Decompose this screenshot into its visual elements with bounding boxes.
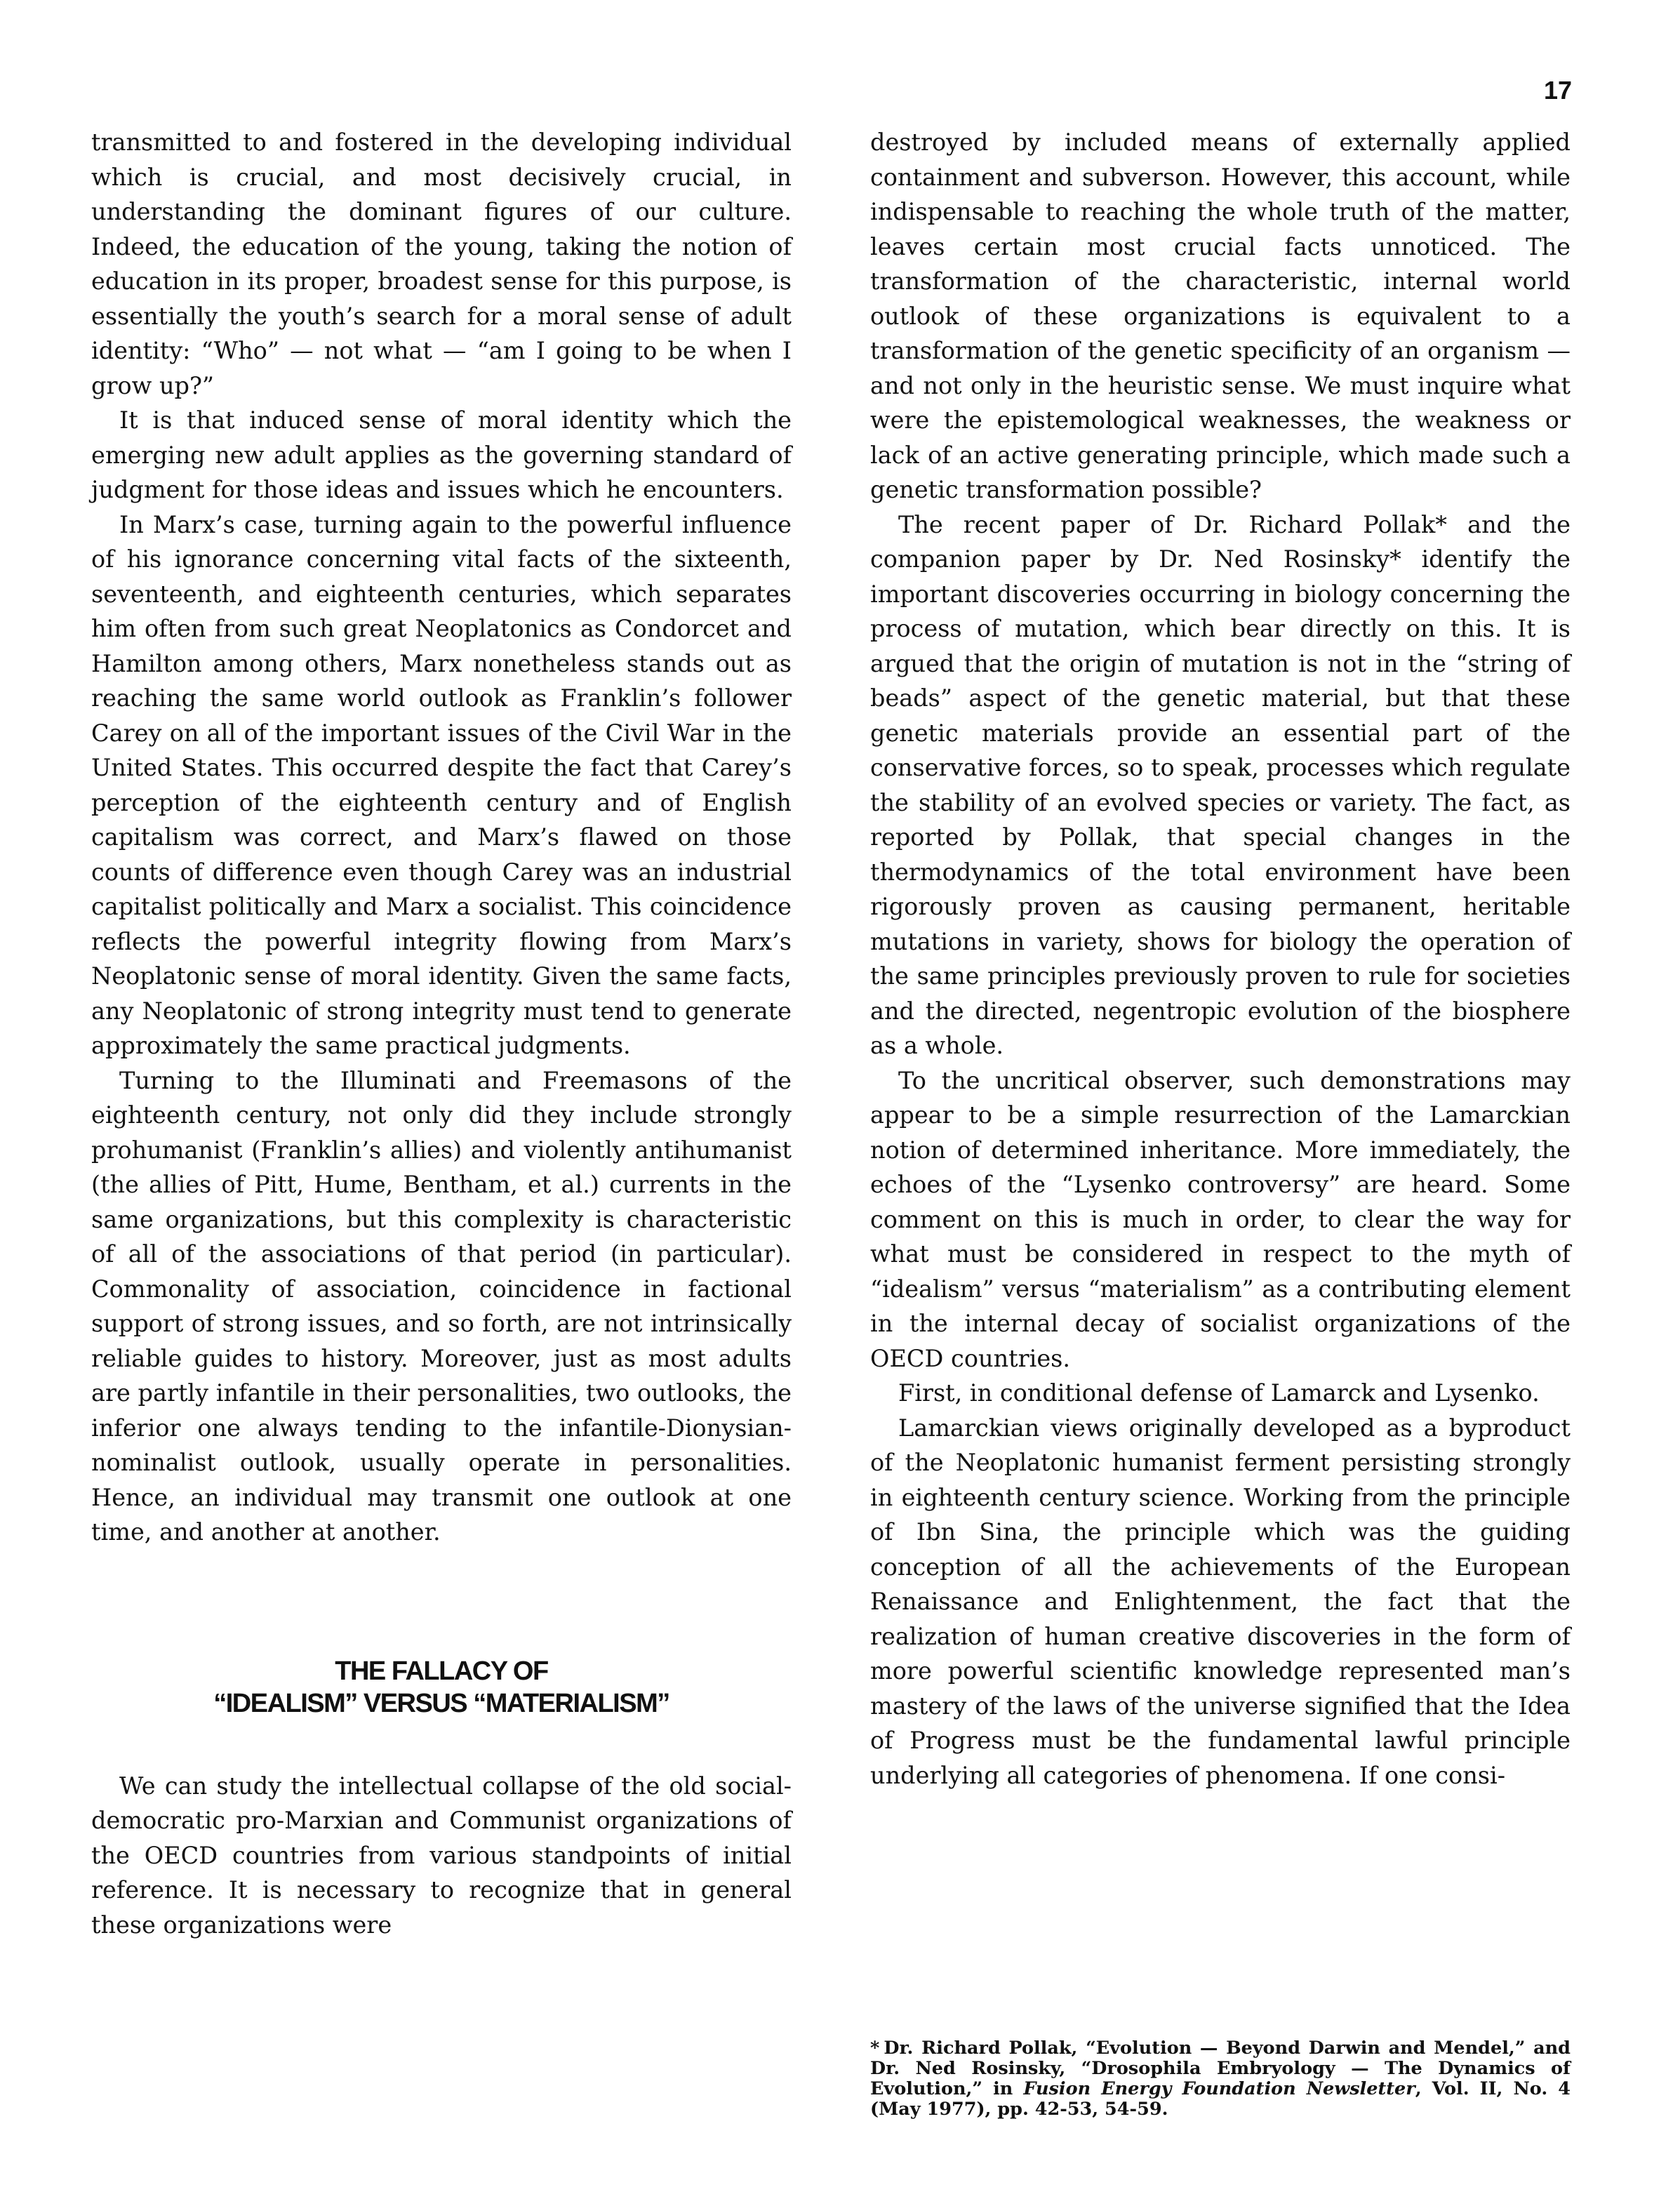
footnote-citation: , Vol. II, No. 4 (May 1977), pp. 42-53, 54-59. bbox=[870, 2078, 1571, 2120]
footnote-text: Dr. Richard Pollak, “Evolution — Beyond Darwin and Mendel,” and Dr. Ned Rosinsky, “Drosophila Embryology — The Dynamics of Evolution,” in bbox=[870, 2038, 1571, 2099]
paragraph: In Marx’s case, turning again to the powerful influence of his ignorance concerning vital facts of the sixteenth, seventeenth, and eighteenth centuries, which separates him often from such great Neoplatonics as Condorcet and Hamilton among others, Marx nonetheless stands out as reaching the same world outlook as Franklin’s follower Carey on all of the important issues of the Civil War in the United States. This occurred despite the fact that Carey’s perception of the eighteenth century and of English capitalism was correct, and Marx’s flawed on those counts of difference even though Carey was an industrial capitalist politically and Marx a socialist. This coincidence reflects the powerful integrity flowing from Marx’s Neoplatonic sense of moral identity. Given the same facts, any Neoplatonic of strong integrity must tend to generate approximately the same practical judgments. bbox=[91, 510, 792, 1059]
section-heading-line-1: THE FALLACY OF bbox=[335, 1656, 548, 1686]
paragraph: Turning to the Illuminati and Freemasons of the eighteenth century, not only did they include strongly prohumanist (Franklin’s allies) and violently antihumanist (the allies of Pitt, Hume, Bentham, et al.) currents in the same organizations, but this complexity is characteristic of all of the associations of that period (in particular). Commonality of association, coincidence in factional support of strong issues, and so forth, are not intrinsically reliable guides to history. Moreover, just as most adults are partly infantile in their personalities, two outlooks, the inferior one always tending to the infantile-Dionysiannominalist outlook, usually operate in personalities. Hence, an individual may transmit one outlook at one time, and another at another. bbox=[91, 1066, 792, 1546]
paragraph: The recent paper of Dr. Richard Pollak* and the companion paper by Dr. Ned Rosinsky* identify the important discoveries occurring in biology concerning the process of mutation, which bear directly on this. It is argued that the origin of mutation is not in the “string of beads” aspect of the genetic material, but that these genetic materials provide an essential part of the conservative forces, so to speak, processes which regulate the stability of an evolved species or variety. The fact, as reported by Pollak, that special changes in the thermodynamics of the total environment have been rigorously proven as causing permanent, heritable mutations in variety, shows for biology the operation of the same principles previously proven to rule for societies and the directed, negentropic evolution of the biosphere as a whole. bbox=[870, 510, 1571, 1059]
page-number: 17 bbox=[1543, 76, 1572, 105]
paragraph: To the uncritical observer, such demonstrations may appear to be a simple resurrection of the Lamarckian notion of determined inheritance. More immediately, the echoes of the “Lysenko controversy” are heard. Some comment on this is much in order, to clear the way for what must be considered in respect to the myth of “idealism” versus “materialism” as a contributing element in the internal decay of socialist organizations of the OECD countries. bbox=[870, 1066, 1571, 1372]
paragraph: Lamarckian views originally developed as a byproduct of the Neoplatonic humanist ferment persisting strongly in eighteenth century science. Working from the principle of Ibn Sina, the principle which was the guiding conception of all the achievements of the European Renaissance and Enlightenment, the fact that the realization of human creative discoveries in the form of more powerful scientific knowledge represented man’s mastery of the laws of the universe signified that the Idea of Progress must be the fundamental lawful principle underlying all categories of phenomena. If one consi- bbox=[870, 1414, 1571, 1789]
section-heading bbox=[91, 1655, 792, 1720]
section-heading-line-2: “IDEALISM” VERSUS “MATERIALISM” bbox=[213, 1688, 669, 1718]
paragraph: We can study the intellectual collapse of the old social-democratic pro-Marxian and Communist organizations of the OECD countries from various standpoints of initial reference. It is necessary to recognize that in general these organizations were bbox=[91, 1772, 792, 1939]
footnote-publication-title: Fusion Energy Foundation Newsletter bbox=[1023, 2078, 1415, 2099]
paragraph: First, in conditional defense of Lamarck and Lysenko. bbox=[898, 1379, 1540, 1407]
right-column bbox=[870, 125, 1571, 1793]
footnote bbox=[870, 2038, 1571, 2120]
paragraph: It is that induced sense of moral identity which the emerging new adult applies as the governing standard of judgment for those ideas and issues which he encounters. bbox=[91, 406, 792, 503]
left-column bbox=[91, 125, 792, 1942]
footnote-marker: * bbox=[870, 2038, 880, 2059]
paragraph: destroyed by included means of externally applied containment and subverson. However, this account, while indispensable to reaching the whole truth of the matter, leaves certain most crucial facts unnoticed. The transformation of the characteristic, internal world outlook of these organizations is equivalent to a transformation of the genetic specificity of an organism — and not only in the heuristic sense. We must inquire what were the epistemological weaknesses, the weakness or lack of an active generating principle, which made such a genetic transformation possible? bbox=[870, 128, 1571, 503]
paragraph: transmitted to and fostered in the developing individual which is crucial, and most decisively crucial, in understanding the dominant figures of our culture. Indeed, the education of the young, taking the notion of education in its proper, broadest sense for this purpose, is essentially the youth’s search for a moral sense of adult identity: “Who” — not what — “am I going to be when I grow up?” bbox=[91, 128, 792, 399]
